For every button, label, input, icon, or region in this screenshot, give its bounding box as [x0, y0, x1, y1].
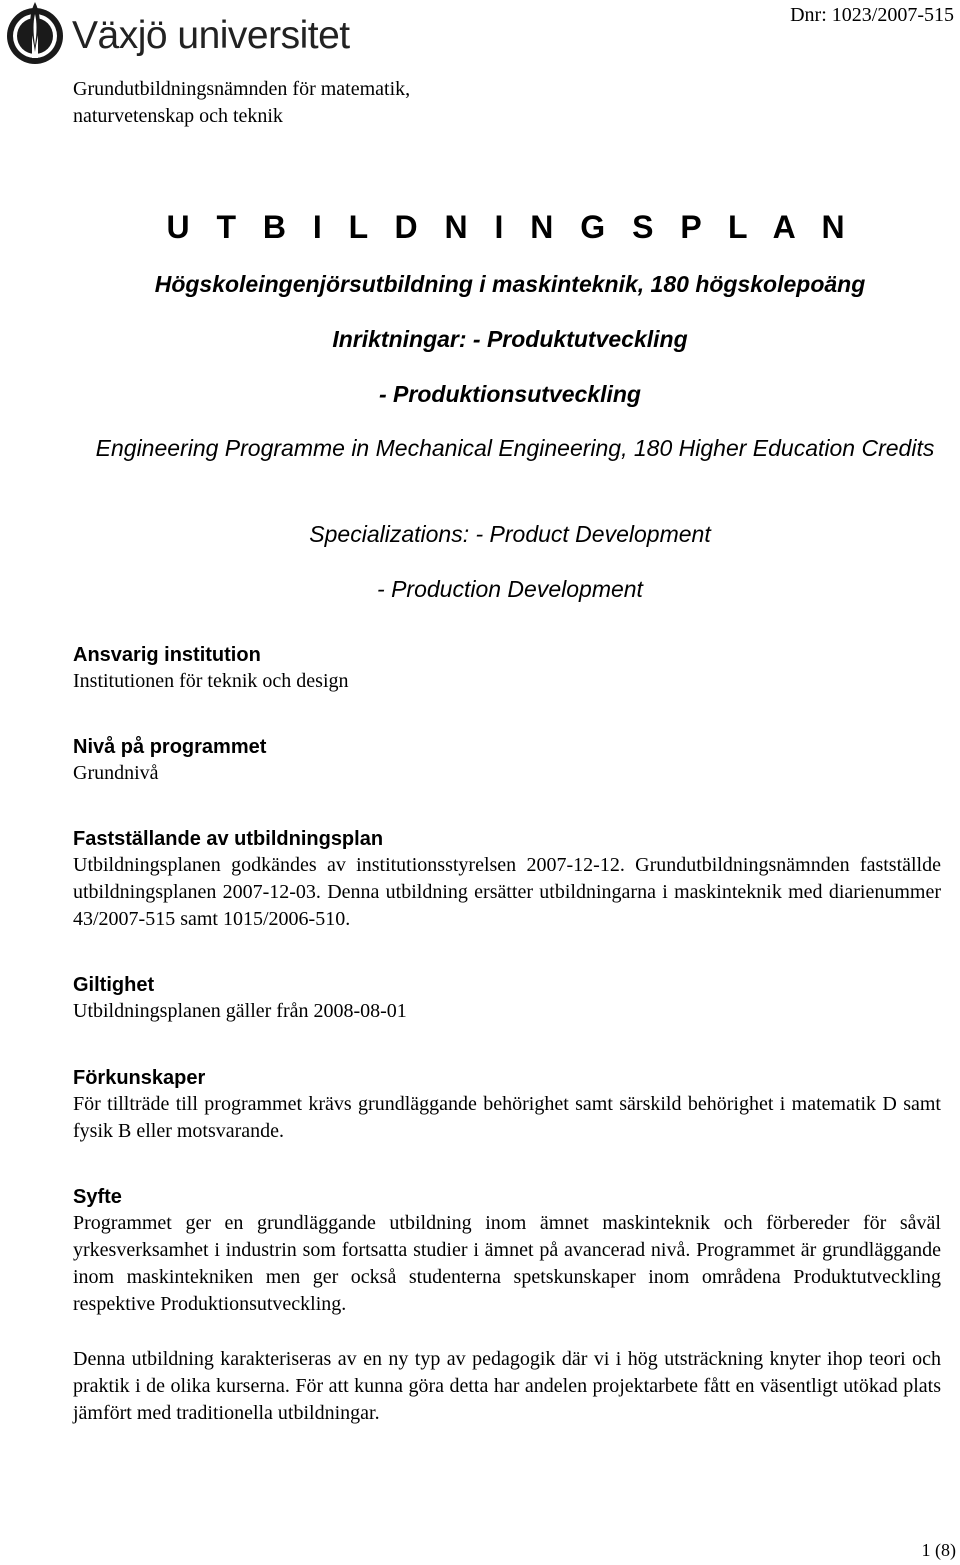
university-seal-icon [4, 0, 66, 66]
section-text: För tillträde till programmet krävs grundläggande behörighet samt särskild behörighet i matematik D samt fysik B eller motsvarande. [73, 1093, 941, 1142]
section-text: Utbildningsplanen godkändes av institutionsstyrelsen 2007-12-12. Grundutbildningsnämnden fastställde utbildningsplanen 2007-12-03. Denna utbildning ersätter utbildningarna i maskinteknik med diarienummer 43/2007-515 samt 1015/2006-510. [73, 854, 941, 930]
section-level [73, 734, 941, 787]
board-line-2: naturvetenskap och teknik [73, 105, 283, 127]
section-text: Programmet ger en grundläggande utbildning inom ämnet maskinteknik och förbereder för såväl yrkesverksamhet i industrin som fortsatta studier i ämnet på avancerad nivå. Programmet är grundläggande inom maskintekniken men ger också studenterna spetskunskaper inom områdena Produktutveckling respektive Produktionsutveckling. [73, 1212, 941, 1315]
section-text: Utbildningsplanen gäller från 2008-08-01 [73, 1000, 407, 1022]
section-heading: Nivå på programmet [73, 736, 267, 758]
purpose-paragraph-2: Denna utbildning karakteriseras av en ny typ av pedagogik där vi i hög utsträckning knyter ihop teori och praktik i de olika kurserna. För att kunna göra detta har andelen projektarbete fått en väsentligt utökad plats jämfört med traditionella utbildningar. [73, 1348, 941, 1424]
section-purpose [73, 1184, 941, 1318]
specialization-swedish-1: Inriktningar: - Produktutveckling [332, 326, 688, 352]
section-text: Grundnivå [73, 762, 159, 784]
document-title: U T B I L D N I N G S P L A N [166, 209, 854, 245]
specialization-swedish-2: - Produktionsutveckling [379, 381, 641, 407]
program-title-english: Engineering Programme in Mechanical Engineering, 180 Higher Education Credits [95, 435, 935, 461]
section-validity [73, 972, 941, 1025]
section-heading: Fastställande av utbildningsplan [73, 828, 384, 850]
section-heading: Syfte [73, 1186, 122, 1208]
document-registration-number: Dnr: 1023/2007-515 [790, 4, 954, 26]
section-text: Institutionen för teknik och design [73, 670, 349, 692]
section-adoption [73, 826, 941, 933]
section-heading: Förkunskaper [73, 1067, 206, 1089]
university-name: Växjö universitet [72, 14, 350, 57]
section-prerequisites [73, 1065, 941, 1145]
section-institution [73, 642, 941, 695]
board-line-1: Grundutbildningsnämnden för matematik, [73, 78, 411, 100]
section-heading: Ansvarig institution [73, 644, 261, 666]
section-heading: Giltighet [73, 974, 155, 996]
specialization-english-1: Specializations: - Product Development [309, 521, 711, 547]
specialization-english-2: - Production Development [377, 576, 643, 602]
issuing-board [73, 76, 533, 130]
page-number: 1 (8) [921, 1540, 956, 1560]
program-title-swedish: Högskoleingenjörsutbildning i maskinteknik, 180 högskolepoäng [154, 271, 866, 297]
